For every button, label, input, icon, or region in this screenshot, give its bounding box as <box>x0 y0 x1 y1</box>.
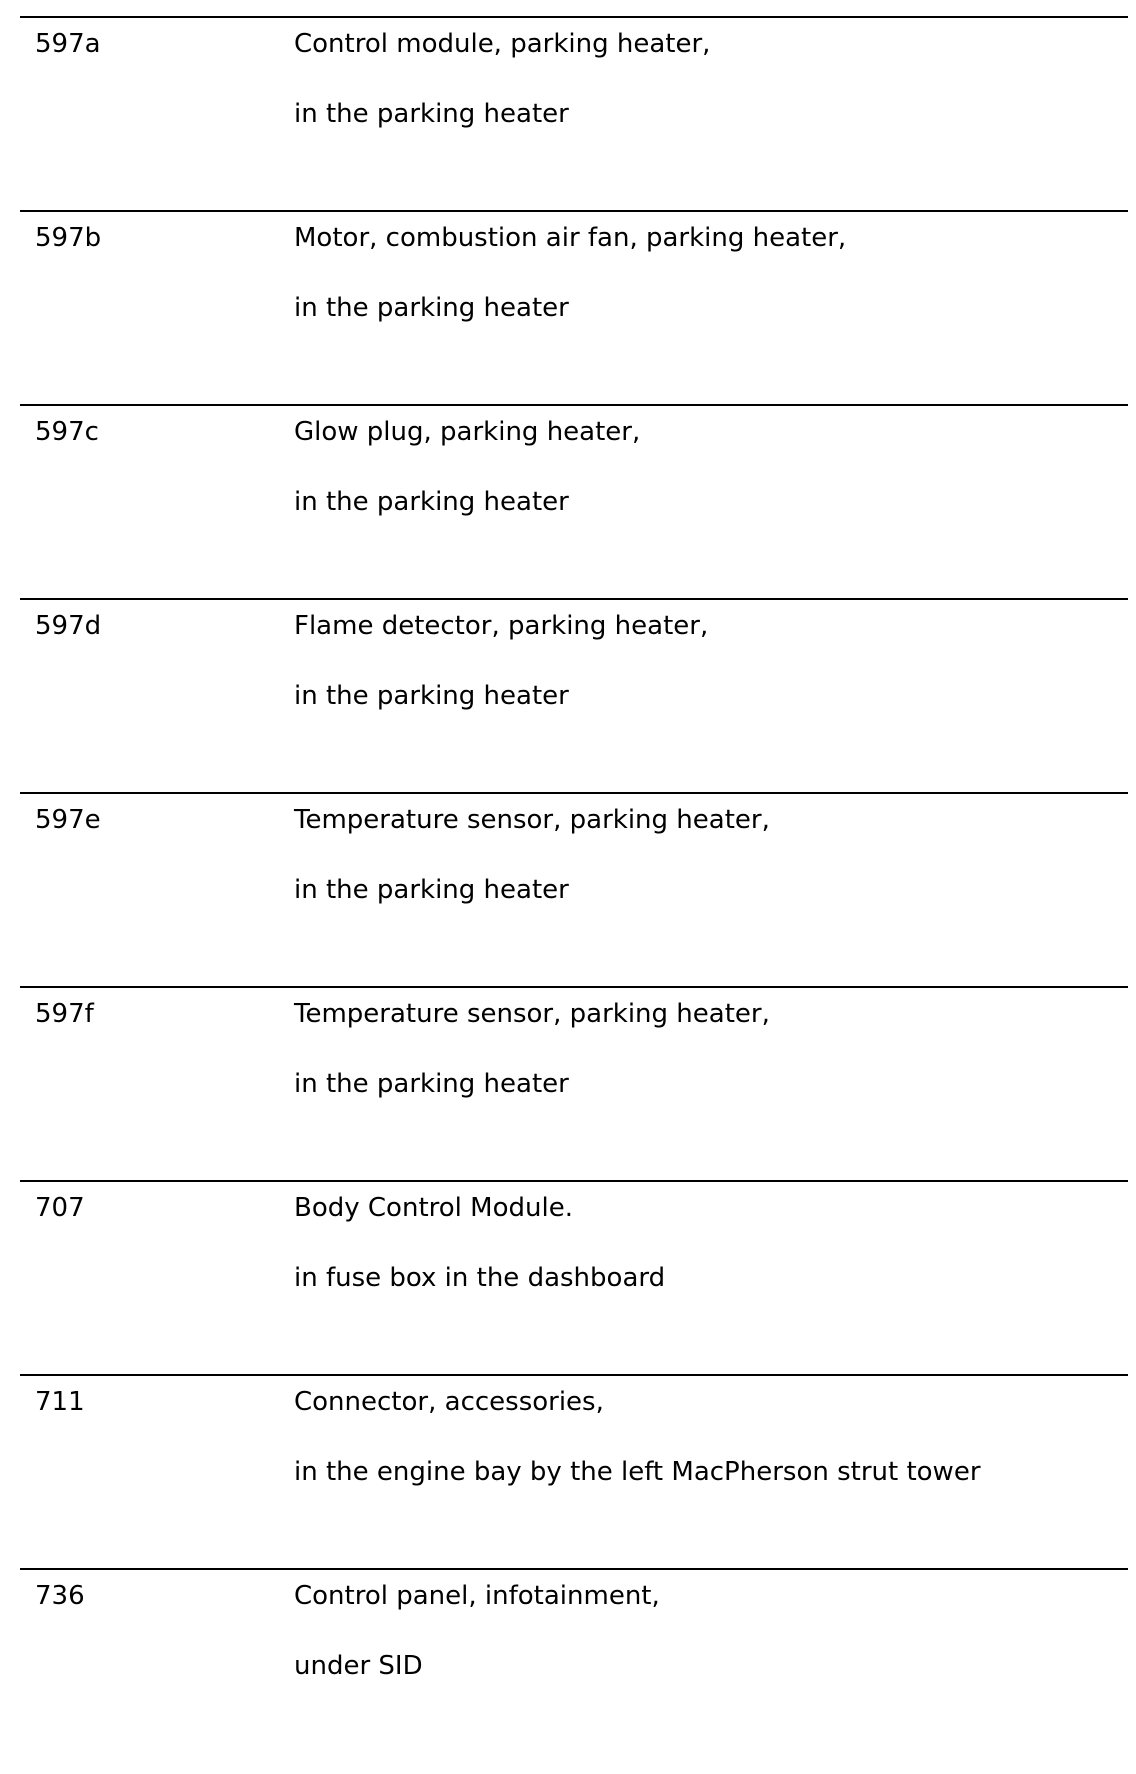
component-code: 597c <box>35 417 99 447</box>
table-row <box>20 792 1128 986</box>
component-description: Control panel, infotainment, <box>294 1581 660 1611</box>
component-location: in the parking heater <box>294 293 569 323</box>
component-code: 597e <box>35 805 101 835</box>
component-description: Control module, parking heater, <box>294 29 711 59</box>
component-location: under SID <box>294 1651 423 1681</box>
component-description: Temperature sensor, parking heater, <box>294 999 770 1029</box>
component-location: in the parking heater <box>294 681 569 711</box>
table-row <box>20 1180 1128 1374</box>
component-location: in the parking heater <box>294 875 569 905</box>
component-code: 597b <box>35 223 102 253</box>
table-row <box>20 16 1128 210</box>
component-code: 597f <box>35 999 94 1029</box>
component-table <box>20 16 1128 1762</box>
component-description: Body Control Module. <box>294 1193 573 1223</box>
table-row <box>20 1374 1128 1568</box>
component-code: 597d <box>35 611 102 641</box>
table-row <box>20 404 1128 598</box>
component-code: 736 <box>35 1581 85 1611</box>
component-description: Glow plug, parking heater, <box>294 417 641 447</box>
table-row <box>20 598 1128 792</box>
component-code: 707 <box>35 1193 85 1223</box>
component-location: in fuse box in the dashboard <box>294 1263 666 1293</box>
component-description: Connector, accessories, <box>294 1387 604 1417</box>
component-code: 711 <box>35 1387 85 1417</box>
component-description: Flame detector, parking heater, <box>294 611 709 641</box>
component-description: Temperature sensor, parking heater, <box>294 805 770 835</box>
table-row <box>20 986 1128 1180</box>
component-description: Motor, combustion air fan, parking heater, <box>294 223 847 253</box>
table-row <box>20 210 1128 404</box>
component-location: in the parking heater <box>294 1069 569 1099</box>
component-location: in the engine bay by the left MacPherson strut tower <box>294 1457 981 1487</box>
component-code: 597a <box>35 29 101 59</box>
component-location: in the parking heater <box>294 487 569 517</box>
table-row <box>20 1568 1128 1762</box>
component-location: in the parking heater <box>294 99 569 129</box>
